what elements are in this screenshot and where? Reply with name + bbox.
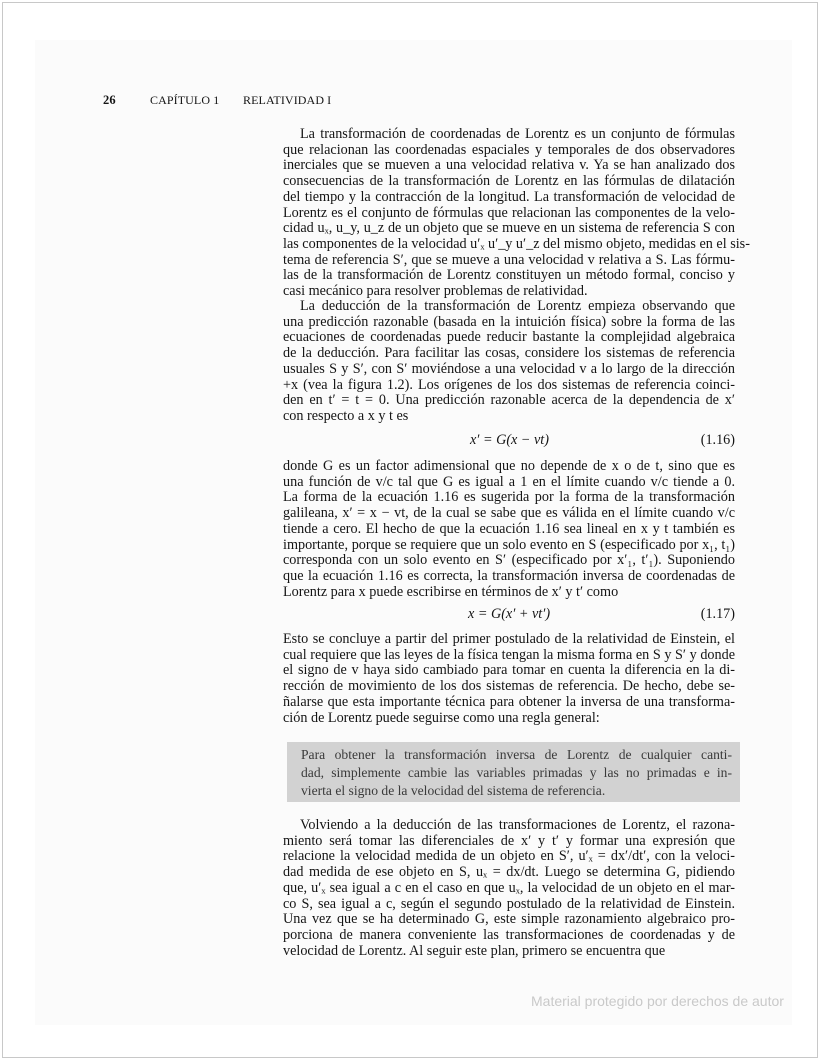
page-number: 26 (103, 93, 116, 107)
paragraph-2-line: La deducción de la transformación de Lorentz empieza observando que (300, 298, 735, 314)
paragraph-1-line: Lorentz es el conjunto de fórmulas que relacionan las componentes de la velo- (283, 204, 735, 221)
paragraph-2-line: una predicción razonable (basada en la intuición física) sobre la forma de las (283, 313, 735, 330)
paragraph-1-line: del tiempo y la contracción de la longitud. La transformación de velocidad de (283, 188, 735, 205)
equation-1-17: x = G(x′ + vt′) (468, 606, 551, 622)
paragraph-5-line: velocidad de Lorentz. Al seguir este plan, primero se encuentra que (283, 942, 666, 959)
paragraph-3-line: tiende a cero. El hecho de que la ecuación 1.16 sea lineal en x y t también es (283, 520, 735, 537)
paragraph-3-line: Lorentz para x puede escribirse en términos de x′ y t′ como (283, 583, 619, 600)
paragraph-3-line: La forma de la ecuación 1.16 es sugerida por la forma de la transformación (283, 489, 735, 506)
paragraph-2-line: den en t′ = t = 0. Una predicción razonable acerca de la dependencia de x′ (283, 392, 735, 409)
equation-number-1-16: (1.16) (700, 432, 735, 448)
paragraph-1-line: que relacionan las coordenadas espaciales y temporales de dos observadores (283, 141, 735, 158)
paragraph-3-line: galileana, x′ = x − vt, de la cual se sabe que es válida en el límite cuando v/c (283, 505, 735, 522)
paragraph-4-line: el signo de v haya sido cambiado para tomar en cuenta la diferencia en la di- (283, 662, 735, 679)
paragraph-1-line: las de la transformación de Lorentz constituyen un método formal, conciso y (283, 267, 735, 284)
paragraph-4-line: ción de Lorentz puede seguirse como una regla general: (283, 709, 600, 726)
paragraph-3-line: una función de v/c tal que G es igual a 1 en el límite cuando v/c tiende a 0. (283, 473, 735, 490)
rule-box-line: Para obtener la transformación inversa de Lorentz de cualquier canti- (301, 747, 732, 762)
paragraph-4-line: rección de movimiento de los dos sistemas de referencia. De hecho, debe se- (283, 678, 735, 695)
paragraph-2-line: +x (vea la figura 1.2). Los orígenes de los dos sistemas de referencia coinci- (283, 376, 735, 393)
paragraph-2-line: ecuaciones de coordenadas puede reducir bastante la complejidad algebraica (283, 329, 735, 346)
paragraph-2-line: de la deducción. Para facilitar las cosas, considere los sistemas de referencia (283, 345, 735, 362)
paragraph-4-line: Esto se concluye a partir del primer postulado de la relatividad de Einstein, el (283, 631, 735, 647)
paragraph-5-line: relacione la velocidad medida de un objeto en S′, u′ₓ = dx′/dt′, con la veloci- (283, 848, 735, 865)
equation-1-16: x′ = G(x − vt) (470, 432, 549, 448)
paragraph-3-line: importante, porque se requiere que un solo evento en S (especificado por x₁, t₁) (283, 536, 735, 553)
paragraph-5-line: Una vez que se ha determinado G, este simple razonamiento algebraico pro- (283, 911, 735, 928)
chapter-title: RELATIVIDAD I (243, 93, 332, 107)
paragraph-5-line: miento será tomar las diferenciales de x′ y t′ y formar una expresión que (283, 832, 735, 849)
paragraph-2-line: con respecto a x y t es (283, 407, 409, 424)
paragraph-5-line: co S, sea igual a c, según el segundo postulado de la relatividad de Einstein. (283, 895, 735, 912)
rule-box-line: vierta el signo de la velocidad del sistema de referencia. (301, 783, 606, 798)
paragraph-4-line: cual requiere que las leyes de la física tengan la misma forma en S y S′ y donde (283, 646, 735, 663)
paragraph-3-line: corresponda con un solo evento en S′ (especificado por x′₁, t′₁). Suponiendo (283, 552, 735, 569)
paragraph-1-line: casi mecánico para resolver problemas de relatividad. (283, 283, 588, 299)
paragraph-1-line: consecuencias de la transformación de Lorentz en las fórmulas de dilatación (283, 173, 735, 190)
paragraph-2-line: usuales S y S′, con S′ moviéndose a una velocidad v a lo largo de la dirección (283, 360, 735, 377)
equation-number-1-17: (1.17) (700, 606, 735, 622)
copyright-watermark: Material protegido por derechos de autor (531, 993, 784, 1009)
rule-box-line: dad, simplemente cambie las variables primadas y las no primadas e in- (301, 765, 732, 780)
chapter-label: CAPÍTULO 1 (150, 93, 220, 107)
paragraph-1-line: tema de referencia S′, que se mueve a una velocidad v relativa a S. Las fórmu- (283, 251, 735, 268)
paragraph-1-line: La transformación de coordenadas de Lorentz es un conjunto de fórmulas (300, 126, 735, 142)
paragraph-5-line: Volviendo a la deducción de las transformaciones de Lorentz, el razona- (300, 817, 735, 833)
paragraph-5-line: dad medida de ese objeto en S, uₓ = dx/dt. Luego se determina G, pidiendo (283, 864, 735, 881)
paragraph-5-line: que, u′ₓ sea igual a c en el caso en que uₓ, la velocidad de un objeto en el mar- (283, 879, 735, 896)
paragraph-1-line: inerciales que se mueven a una velocidad relativa v. Ya se han analizado dos (283, 157, 735, 174)
paragraph-3-line: donde G es un factor adimensional que no depende de x o de t, sino que es (283, 458, 735, 474)
paragraph-1-line: las componentes de la velocidad u′ₓ u′_y u′_z del mismo objeto, medidas en el sis- (283, 235, 750, 252)
paragraph-5-line: porciona de manera conveniente las transformaciones de coordenadas y de (283, 926, 735, 943)
paragraph-3-line: que la ecuación 1.16 es correcta, la transformación inversa de coordenadas de (283, 567, 735, 584)
paragraph-1-line: cidad uₓ, u_y, u_z de un objeto que se mueve en un sistema de referencia S con (283, 220, 735, 237)
paragraph-4-line: ñalarse que esta importante técnica para obtener la inversa de una transforma- (283, 693, 735, 710)
